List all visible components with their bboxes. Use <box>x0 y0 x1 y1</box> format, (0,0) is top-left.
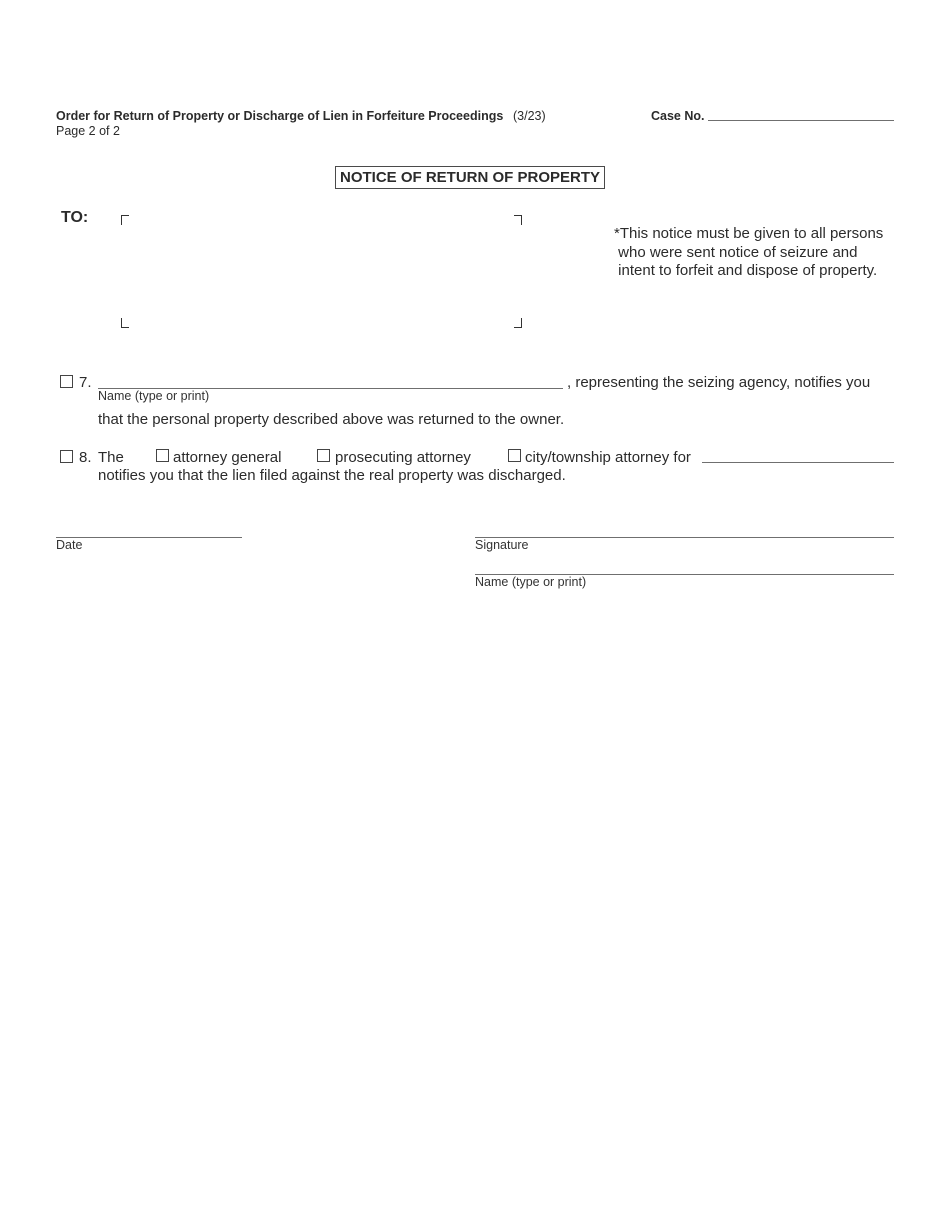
page-info: Page 2 of 2 <box>56 124 120 138</box>
item7-continuation: that the personal property described above was returned to the owner. <box>98 411 565 428</box>
item8-checkbox[interactable] <box>60 450 73 463</box>
form-revision: (3/23) <box>513 109 546 123</box>
item8-the: The <box>98 449 124 466</box>
city-township-attorney-label: city/township attorney for <box>525 449 691 466</box>
to-label: TO: <box>61 209 89 226</box>
item7-name-caption: Name (type or print) <box>98 389 210 403</box>
date-label: Date <box>56 538 83 552</box>
signature-field[interactable] <box>475 537 894 538</box>
address-corner-bottom-right <box>514 318 522 328</box>
notice-title: NOTICE OF RETURN OF PROPERTY <box>335 166 605 189</box>
address-corner-top-left <box>121 215 129 225</box>
case-no-label: Case No. <box>651 109 705 123</box>
notice-instruction-line2: who were sent notice of seizure and <box>614 243 858 261</box>
city-township-name-field[interactable] <box>702 462 894 463</box>
address-corner-bottom-left <box>121 318 129 328</box>
case-no-field[interactable] <box>708 120 894 121</box>
item8-continuation: notifies you that the lien filed against the real property was discharged. <box>98 467 566 484</box>
attorney-general-label: attorney general <box>173 449 282 466</box>
item7-suffix: , representing the seizing agency, notifies you <box>567 374 871 391</box>
attorney-general-checkbox[interactable] <box>156 449 169 462</box>
form-title: Order for Return of Property or Discharge of Lien in Forfeiture Proceedings <box>56 109 504 123</box>
prosecuting-attorney-checkbox[interactable] <box>317 449 330 462</box>
item7-checkbox[interactable] <box>60 375 73 388</box>
item8-number: 8. <box>79 449 92 466</box>
notice-instruction-line3: intent to forfeit and dispose of property. <box>614 262 878 279</box>
notice-instruction-line1: *This notice must be given to all persons <box>614 225 884 242</box>
notice-instruction <box>614 225 883 281</box>
signer-name-label: Name (type or print) <box>475 575 587 589</box>
item7-number: 7. <box>79 374 92 391</box>
address-corner-top-right <box>514 215 522 225</box>
date-field[interactable] <box>56 537 242 538</box>
prosecuting-attorney-label: prosecuting attorney <box>335 449 471 466</box>
signature-label: Signature <box>475 538 529 552</box>
city-township-attorney-checkbox[interactable] <box>508 449 521 462</box>
